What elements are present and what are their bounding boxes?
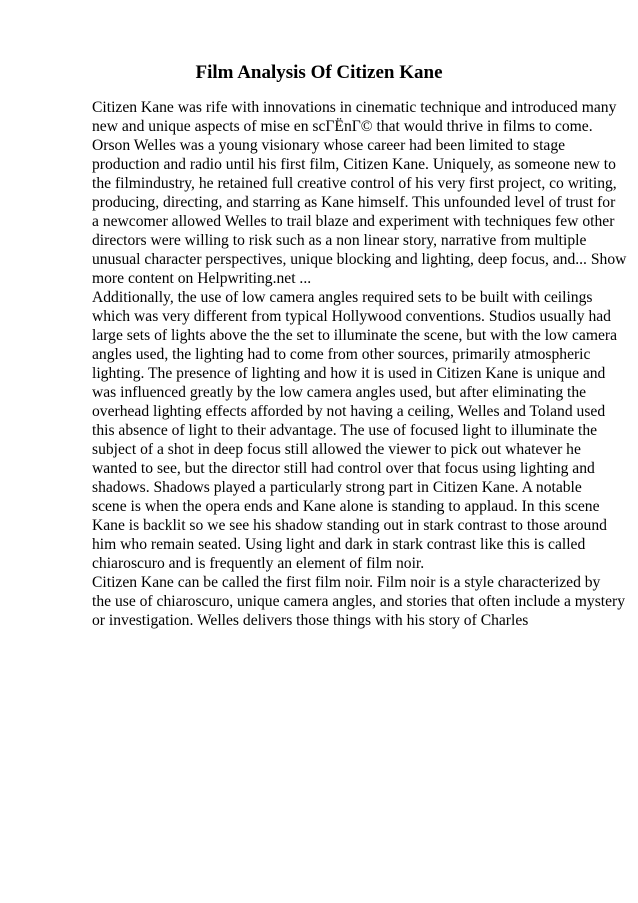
text-line: producing, directing, and starring as Kane himself. This unfounded level of trust for [92,194,616,211]
text-line: Kane is backlit so we see his shadow standing out in stark contrast to those around [92,517,607,534]
text-line: chiaroscuro and is frequently an element of film noir. [92,555,425,572]
text-line: shadows. Shadows played a particularly strong part in Citizen Kane. A notable [92,479,582,496]
text-line: Orson Welles was a young visionary whose career had been limited to stage [92,137,566,154]
text-line: or investigation. Welles delivers those things with his story of Charles [92,612,529,629]
text-line: was influenced greatly by the low camera angles used, but after eliminating the [92,384,587,401]
text-line: subject of a shot in deep focus still allowed the viewer to pick out whatever he [92,441,581,458]
text-line: lighting. The presence of lighting and how it is used in Citizen Kane is unique and [92,365,606,382]
text-line: Additionally, the use of low camera angles required sets to be built with ceilings [92,289,593,306]
text-line: this absence of light to their advantage. The use of focused light to illuminate the [92,422,598,439]
text-line: unusual character perspectives, unique blocking and lighting, deep focus, and... Show [92,251,627,268]
text-line: him who remain seated. Using light and dark in stark contrast like this is called [92,536,586,553]
text-line: more content on Helpwriting.net ... [92,270,312,287]
text-line: scene is when the opera ends and Kane alone is standing to applaud. In this scene [92,498,600,515]
text-line: the filmindustry, he retained full creative control of his very first project, co writing, [92,175,617,192]
text-line: overhead lighting effects afforded by not having a ceiling, Welles and Toland used [92,403,606,420]
text-line: production and radio until his first film, Citizen Kane. Uniquely, as someone new to [92,156,616,173]
text-line: Citizen Kane was rife with innovations in cinematic technique and introduced many [92,99,617,116]
text-line: wanted to see, but the director still had control over that focus using lighting and [92,460,595,477]
text-line: large sets of lights above the the set to illuminate the scene, but with the low camera [92,327,617,344]
document-body [92,98,627,630]
text-line: new and unique aspects of mise en scГЁnГ© that would thrive in films to come. [92,118,593,135]
text-line: Citizen Kane can be called the first film noir. Film noir is a style characterized by [92,574,601,591]
text-line: the use of chiaroscuro, unique camera angles, and stories that often include a mystery [92,593,626,610]
text-line: directors were willing to risk such as a non linear story, narrative from multiple [92,232,587,249]
text-line: angles used, the lighting had to come from other sources, primarily atmospheric [92,346,591,363]
text-line: which was very different from typical Hollywood conventions. Studios usually had [92,308,611,325]
text-line: a newcomer allowed Welles to trail blaze and experiment with techniques few other [92,213,615,230]
document-title: Film Analysis Of Citizen Kane [195,62,443,83]
